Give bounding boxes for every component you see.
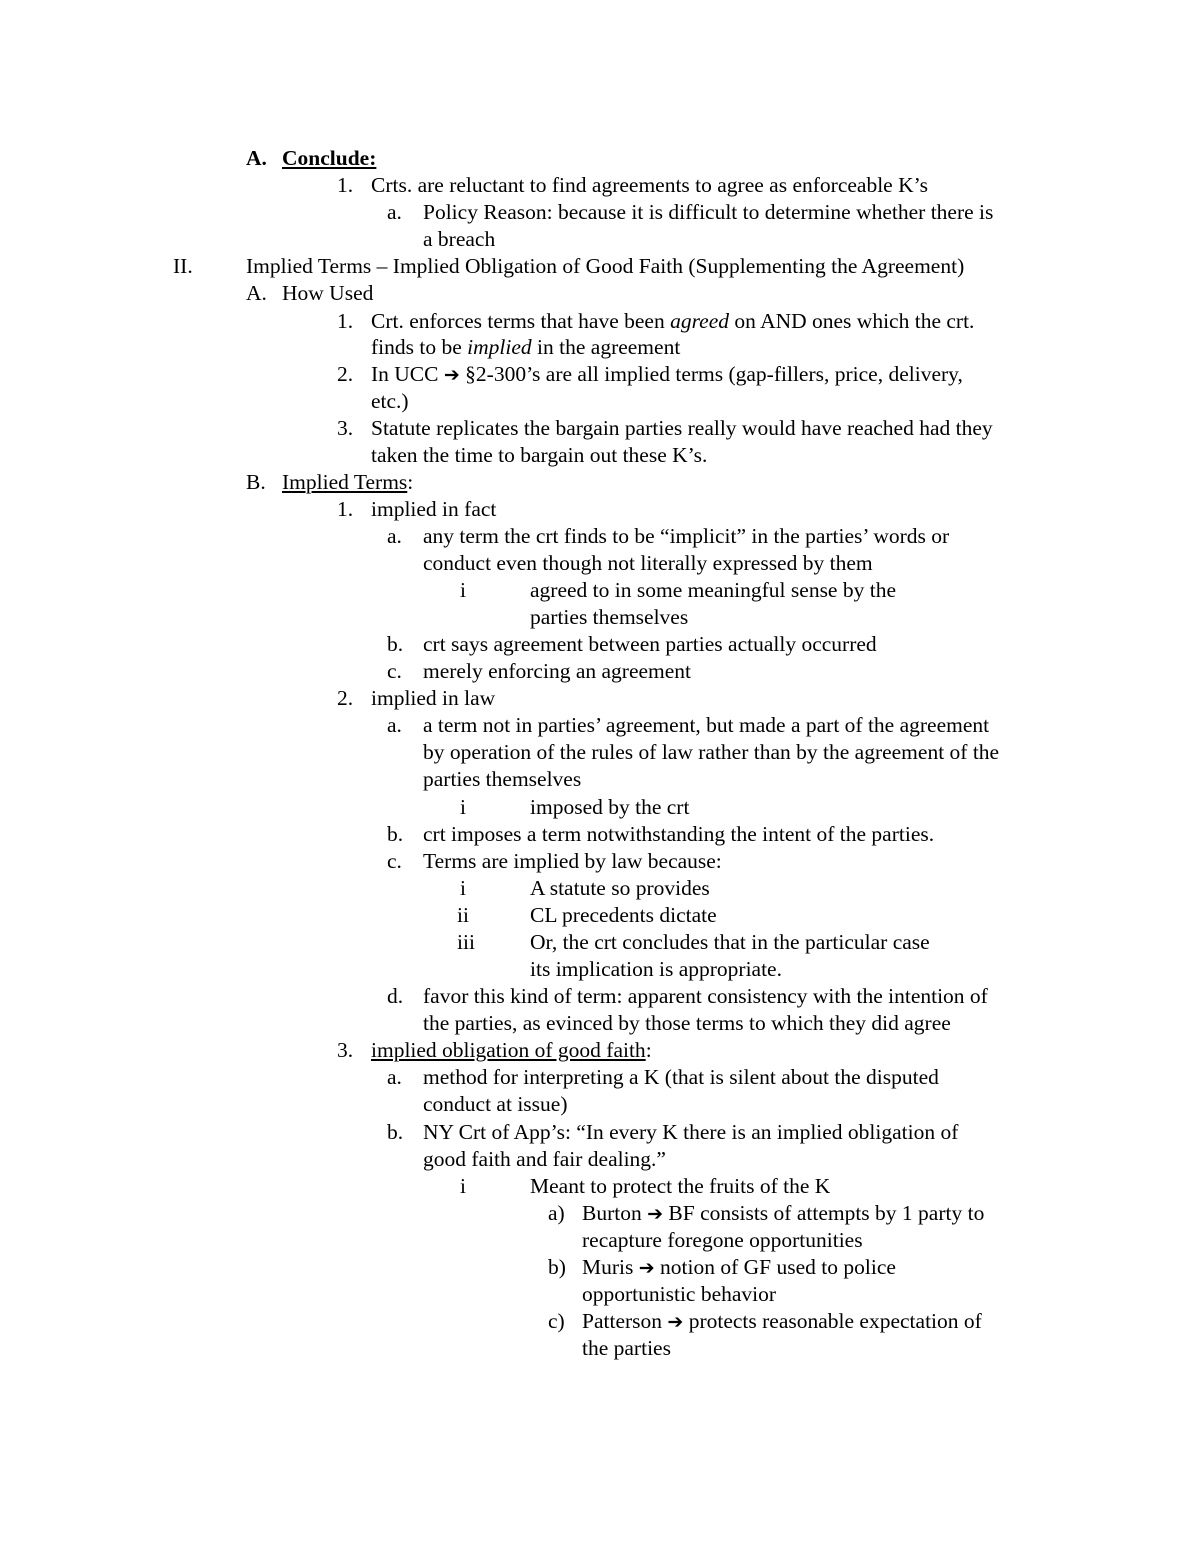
outline-text: Policy Reason: because it is difficult to determine whether there is (423, 200, 994, 224)
outline-marker: 1. (337, 309, 354, 333)
outline-marker: c) (548, 1309, 565, 1333)
outline-marker: II. (173, 254, 193, 278)
outline-marker: a. (387, 1065, 402, 1089)
outline-text: parties themselves (530, 605, 689, 629)
outline-text: Muris ➔ notion of GF used to police (582, 1255, 896, 1279)
outline-text: crt imposes a term notwithstanding the intent of the parties. (423, 822, 935, 846)
outline-text: Burton ➔ BF consists of attempts by 1 party to (582, 1201, 985, 1225)
outline-marker: A. (246, 146, 267, 170)
outline-text: NY Crt of App’s: “In every K there is an implied obligation of (423, 1120, 959, 1144)
outline-text: merely enforcing an agreement (423, 659, 692, 683)
outline-text: conduct at issue) (423, 1092, 568, 1116)
outline-text: agreed to in some meaningful sense by the (530, 578, 896, 602)
outline-text: Meant to protect the fruits of the K (530, 1174, 831, 1198)
outline-marker: i (460, 578, 466, 602)
arrow-icon: ➔ (667, 1311, 684, 1333)
section-heading: Implied Terms: (282, 470, 414, 494)
outline-text: Or, the crt concludes that in the particular case (530, 930, 930, 954)
outline-text: taken the time to bargain out these K’s. (371, 443, 708, 467)
outline-marker: B. (246, 470, 266, 494)
outline-text: Patterson ➔ protects reasonable expectation of (582, 1309, 982, 1333)
outline-marker: 3. (337, 416, 354, 440)
section-title: Implied Terms – Implied Obligation of Good Faith (Supplementing the Agreement) (246, 254, 965, 278)
outline-text: Terms are implied by law because: (423, 849, 722, 873)
outline-text: crt says agreement between parties actually occurred (423, 632, 877, 656)
arrow-icon: ➔ (443, 364, 460, 386)
outline-marker: b. (387, 1120, 404, 1144)
outline-marker: d. (387, 984, 404, 1008)
outline-text: a term not in parties’ agreement, but made a part of the agreement (423, 713, 990, 737)
outline-text: parties themselves (423, 767, 582, 791)
outline-text: recapture foregone opportunities (582, 1228, 863, 1252)
outline-marker: b. (387, 822, 404, 846)
outline-text: the parties (582, 1336, 671, 1360)
outline-text: good faith and fair dealing.” (423, 1147, 666, 1171)
outline-marker: i (460, 1174, 466, 1198)
section-heading: How Used (282, 281, 374, 305)
outline-text: Crts. are reluctant to find agreements to agree as enforceable K’s (371, 173, 928, 197)
outline-text: CL precedents dictate (530, 903, 717, 927)
outline-text: the parties, as evinced by those terms to which they did agree (423, 1011, 951, 1035)
arrow-icon: ➔ (647, 1203, 664, 1225)
outline-text: favor this kind of term: apparent consistency with the intention of (423, 984, 988, 1008)
outline-marker: a. (387, 524, 402, 548)
outline-text: opportunistic behavior (582, 1282, 777, 1306)
outline-marker: 1. (337, 173, 354, 197)
outline-text: In UCC ➔ §2-300’s are all implied terms (gap-fillers, price, delivery, (371, 362, 963, 386)
outline-marker: c. (387, 659, 402, 683)
outline-marker: 2. (337, 362, 354, 386)
outline-text: method for interpreting a K (that is silent about the disputed (423, 1065, 939, 1089)
outline-marker: b) (548, 1255, 566, 1279)
outline-text: its implication is appropriate. (530, 957, 782, 981)
outline-text: implied in fact (371, 497, 497, 521)
outline-text: by operation of the rules of law rather than by the agreement of the (423, 740, 1000, 764)
section-heading: Conclude: (282, 146, 377, 170)
outline-marker: A. (246, 281, 267, 305)
outline-text: implied in law (371, 686, 496, 710)
outline-marker: a. (387, 200, 402, 224)
outline-marker: ii (457, 903, 469, 927)
outline-text: finds to be implied in the agreement (371, 335, 681, 359)
emphasis-text: agreed (670, 309, 729, 333)
outline-text: etc.) (371, 389, 409, 413)
outline-marker: c. (387, 849, 402, 873)
outline-marker: a. (387, 713, 402, 737)
outline-text: Crt. enforces terms that have been agreed on AND ones which the crt. (371, 309, 975, 333)
outline-marker: 3. (337, 1038, 354, 1062)
outline-text: a breach (423, 227, 496, 251)
outline-marker: iii (457, 930, 475, 954)
outline-marker: i (460, 795, 466, 819)
outline-marker: 2. (337, 686, 354, 710)
outline-marker: 1. (337, 497, 354, 521)
outline-text: any term the crt finds to be “implicit” in the parties’ words or (423, 524, 950, 548)
outline-text: implied obligation of good faith: (371, 1038, 652, 1062)
arrow-icon: ➔ (638, 1257, 655, 1279)
outline-text: imposed by the crt (530, 795, 690, 819)
outline-marker: a) (548, 1201, 565, 1225)
outline-text: A statute so provides (530, 876, 710, 900)
outline-text: Statute replicates the bargain parties really would have reached had they (371, 416, 993, 440)
outline-text: conduct even though not literally expressed by them (423, 551, 873, 575)
emphasis-text: implied (467, 335, 532, 359)
outline-marker: b. (387, 632, 404, 656)
outline-marker: i (460, 876, 466, 900)
